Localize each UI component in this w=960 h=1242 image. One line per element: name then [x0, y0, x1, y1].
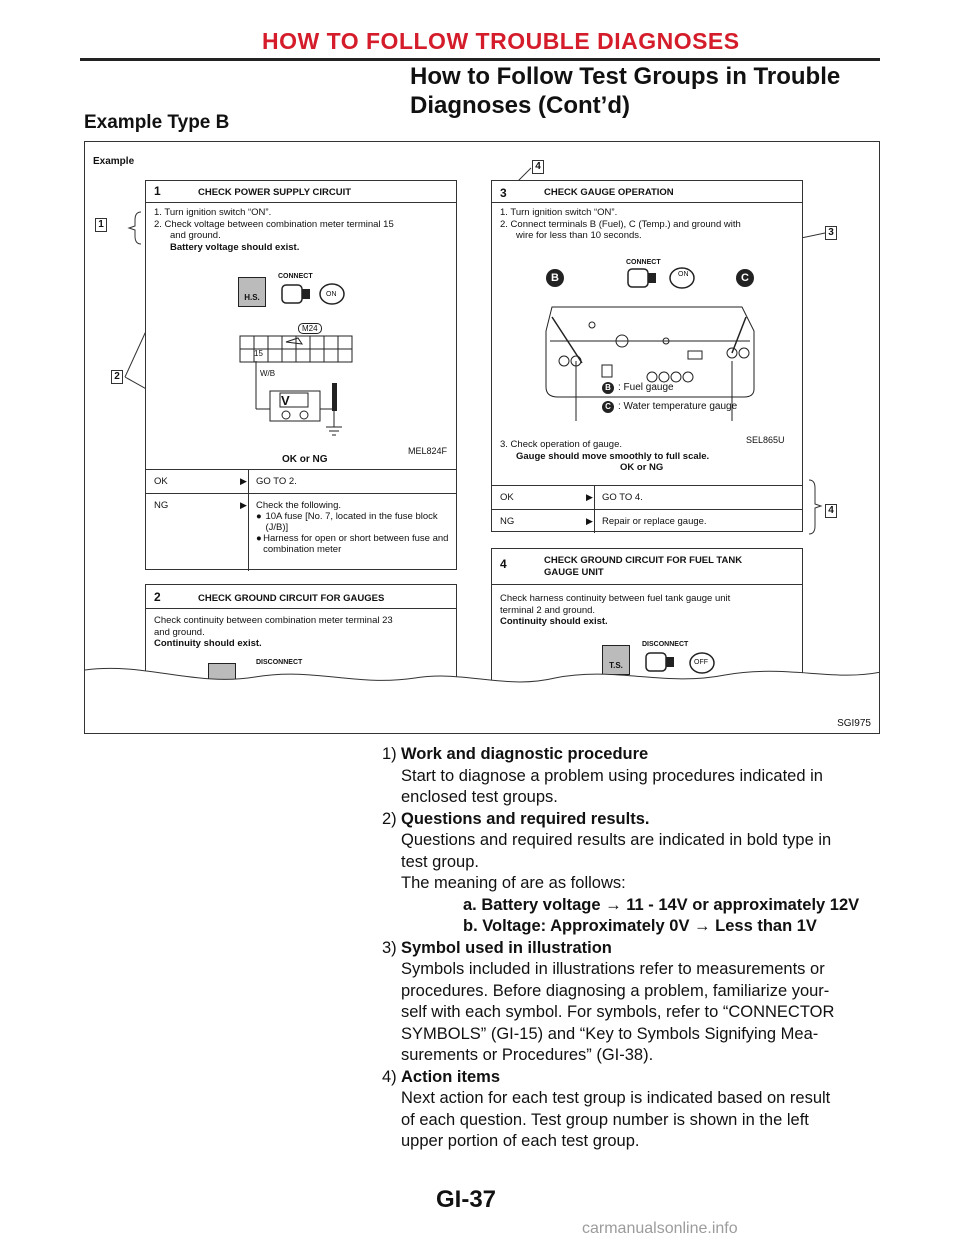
group-2-number: 2	[154, 590, 161, 604]
group-1-number: 1	[154, 184, 161, 198]
connector-m24: M24	[298, 323, 322, 334]
legend-b-text: : Fuel gauge	[618, 382, 674, 393]
ts-tool-icon: T.S.	[602, 645, 630, 675]
figure-label: Example	[93, 156, 135, 167]
group-3-ng-row: NG ▶ Repair or replace gauge.	[492, 509, 802, 533]
group-1-ok-ng: OK or NG	[282, 454, 328, 465]
step-3: 3) Symbol used in illustration Symbols included in illustrations refer to measurements or procedures. Before diagnosing a problem, familiarize your- self with each symbol. For symbols, refer to “CONNECTOR SYMBOLS” (GI-15) and “Key to Symbols Signifying Mea- surements or Procedures” (GI-38).	[382, 938, 835, 1064]
header-subtitle-line1: How to Follow Test Groups in Trouble	[410, 63, 841, 90]
section-title: Example Type B	[84, 112, 230, 133]
group-4-title: CHECK GROUND CIRCUIT FOR FUEL TANK GAUGE UNIT	[544, 555, 743, 578]
group-2-body: Check continuity between combination meter terminal 23 and ground. Continuity should exist.	[154, 615, 393, 649]
group-3-number: 3	[500, 186, 507, 200]
terminal-b-icon: B	[546, 269, 564, 287]
group-3-code: SEL865U	[746, 435, 785, 445]
legend-c-text: : Water temperature gauge	[618, 401, 738, 412]
group-1-body: 1. Turn ignition switch “ON”. 2. Check voltage between combination meter terminal 15 and ground. Battery voltage should exist.	[154, 207, 394, 253]
figure-code: SGI975	[837, 718, 871, 729]
header-title: HOW TO FOLLOW TROUBLE DIAGNOSES	[262, 28, 740, 54]
step-list	[382, 744, 882, 1153]
off-label: OFF	[694, 659, 708, 666]
group-1-title: CHECK POWER SUPPLY CIRCUIT	[198, 187, 352, 198]
group-2-disconnect-label: DISCONNECT	[256, 659, 303, 666]
wire-label: W/B	[260, 369, 276, 378]
callout-4-side: 4	[825, 504, 837, 518]
meter-v: V	[281, 393, 290, 408]
group-3-ok-row: OK ▶ GO TO 4.	[492, 485, 802, 509]
group-3-connect-label: CONNECT	[626, 259, 661, 266]
step-2: 2) Questions and required results. Questions and required results are indicated in bold type in test group. The meaning of are as follows: a. Battery voltage → 11 - 14V or approximately 12V b. Voltage: Approximately 0V → Less than 1V	[382, 809, 860, 935]
group-1-ng-row: NG ▶ Check the following. ● 10A fuse [No. 7, located in the fuse block (J/B)] ● Harness for open or short between fuse and combination meter	[146, 493, 456, 571]
hs-tool-icon: H.S.	[238, 277, 266, 307]
legend-b-icon: B	[602, 382, 614, 394]
connect-label: CONNECT	[278, 273, 313, 280]
header-subtitle	[410, 62, 880, 120]
callout-2: 2	[111, 370, 123, 384]
example-figure	[84, 141, 880, 734]
on-label: ON	[326, 291, 337, 298]
group-4-number: 4	[500, 557, 507, 571]
step-1: 1) Work and diagnostic procedure Start to diagnose a problem using procedures indicated in enclosed test groups.	[382, 745, 823, 806]
group-1-ok-row: OK ▶ GO TO 2.	[146, 469, 456, 493]
step-4: 4) Action items Next action for each test group is indicated based on result of each question. Test group number is shown in the left upper portion of each test group.	[382, 1067, 831, 1150]
terminal-15: 15	[254, 349, 263, 358]
callout-4-top: 4	[532, 160, 544, 174]
terminal-c-icon: C	[736, 269, 754, 287]
callout-1: 1	[95, 218, 107, 232]
group-3-check: 3. Check operation of gauge. Gauge should move smoothly to full scale. OK or NG	[500, 439, 710, 473]
callout-3: 3	[825, 226, 837, 240]
header-rule	[80, 58, 880, 61]
group-1-code: MEL824F	[408, 446, 448, 456]
group-3-on-label: ON	[678, 271, 689, 278]
legend-c-icon: C	[602, 401, 614, 413]
page-number: GI-37	[436, 1186, 497, 1213]
header-subtitle-line2: Diagnoses (Cont’d)	[410, 92, 630, 119]
group-3-body: 1. Turn ignition switch “ON”. 2. Connect terminals B (Fuel), C (Temp.) and ground with wire for less than 10 seconds.	[500, 207, 741, 241]
group-4-disconnect-label: DISCONNECT	[642, 641, 689, 648]
group-3-title: CHECK GAUGE OPERATION	[544, 187, 674, 198]
group-4-body: Check harness continuity between fuel tank gauge unit terminal 2 and ground. Continuity should exist.	[500, 593, 731, 627]
watermark: carmanualsonline.info	[582, 1220, 738, 1237]
group-2-title: CHECK GROUND CIRCUIT FOR GAUGES	[198, 593, 385, 604]
torn-edge	[85, 142, 880, 734]
